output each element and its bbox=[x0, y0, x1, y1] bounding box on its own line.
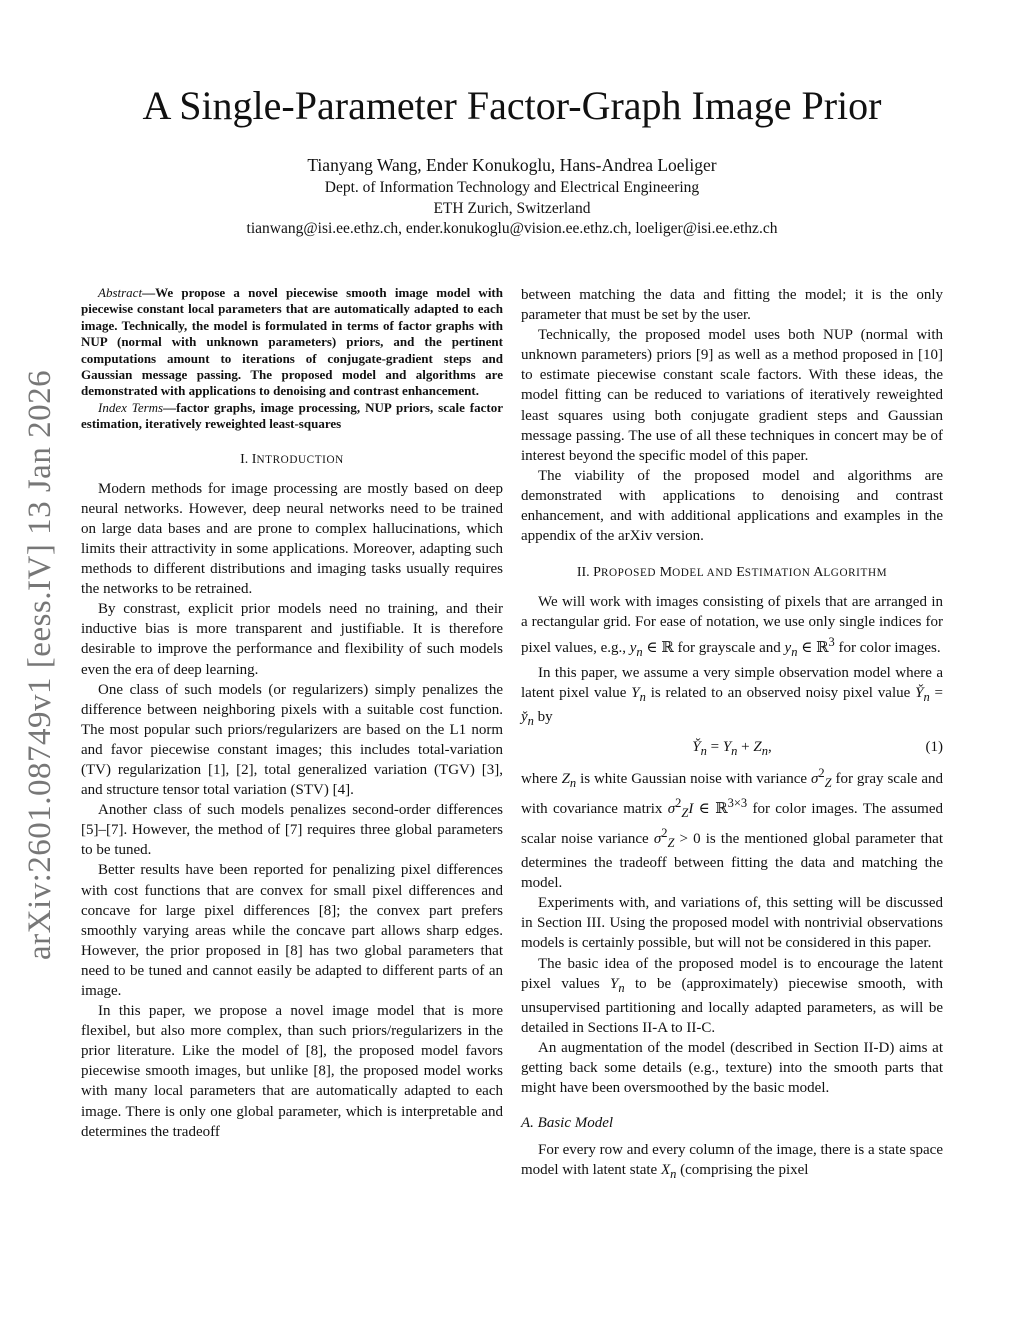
paragraph: By constrast, explicit prior models need no training, and their inductive bias is more transparent and justifiable. It is therefore desirable to improve the performance and flexibility of such models even the era of deep learning. bbox=[81, 601, 503, 678]
arxiv-identifier: arXiv:2601.08749v1 [eess.IV] 13 Jan 2026 bbox=[22, 369, 58, 960]
author-list: Tianyang Wang, Ender Konukoglu, Hans-Andrea Loeliger bbox=[307, 155, 717, 175]
author-emails: tianwang@isi.ee.ethz.ch, ender.konukoglu@vision.ee.ethz.ch, loeliger@isi.ee.ethz.ch bbox=[246, 220, 778, 237]
affiliation-institution: ETH Zurich, Switzerland bbox=[433, 200, 591, 217]
paragraph: Modern methods for image processing are mostly based on deep neural networks. However, deep neural networks need to be trained on large data bases and are prone to complex hallucinations, which limits their attractivity in some applications. Moreover, adapting such methods to different distributions and imaging tasks usually requires the networks to be retrained. bbox=[81, 480, 503, 598]
paragraph: Better results have been reported for penalizing pixel differences with cost functions that are convex for small pixel differences and concave for large pixel differences [8]; the convex part prefers smoothly varying areas while the concave part allows sharp edges. However, the prior proposed in [8] has two global parameters that need to be tuned and cannot easily be adapted to different parts of an image. bbox=[81, 862, 503, 999]
abstract: Abstract—We propose a novel piecewise smooth image model with piecewise constant local parameters that are automatically adapted to each image. Technically, the model is formulated in terms of factor graphs with NUP (normal with unknown parameters) priors, and the pertinent computations amount to iterations of conjugate-gradient steps and Gaussian message passing. The proposed model and algorithms are demonstrated with applications to denoising and contrast enhancement. bbox=[81, 285, 503, 399]
paragraph: where $Z_n$ is white Gaussian noise with variance $\sigma^2_Z$ for gray scale and with covariance matrix $\sigma^2_ZI$ ∈ ℝ$^{3\times 3}$ for color images. The assumed scalar noise variance $\sigma^2_Z > 0$ is the mentioned global parameter that determines the tradeoff between fitting the data and matching the model. bbox=[521, 765, 943, 892]
index-terms: Index Terms—factor graphs, image processing, NUP priors, scale factor estimation, iteratively reweighted least-squares bbox=[81, 399, 503, 432]
paragraph: In this paper, we assume a very simple observation model where a latent pixel value $Y_n$ is related to an observed noisy pixel value $Y̌_n$ = $y̌_n$ by bbox=[521, 664, 944, 728]
paragraph: Another class of such models penalizes second-order differences [5]–[7]. However, the method of [7] requires three global parameters to be tuned. bbox=[81, 802, 503, 859]
paragraph: between matching the data and fitting the model; it is the only parameter that must be set by the user. bbox=[521, 287, 943, 324]
paragraph: One class of such models (or regularizers) simply penalizes the difference between neighboring pixels with a suitable cost function. The most popular such priors/regularizers are based on the L1 norm and favor piecewise constant images; this includes total-variation (TV) regularization [1], [2], total generalized variation (TGV) [3], and structure tensor total variation (STV) [4]. bbox=[81, 681, 503, 799]
affiliation-dept: Dept. of Information Technology and Electrical Engineering bbox=[324, 179, 700, 196]
paragraph: We will work with images consisting of pixels that are arranged in a rectangular grid. For ease of notation, we use only single indices for pixel values, e.g., $y_n$ ∈ ℝ for grayscale and $y_n$ ∈ ℝ$^3$ for color images. bbox=[521, 594, 943, 660]
paper-title: A Single-Parameter Factor-Graph Image Prior bbox=[142, 83, 882, 128]
paragraph: The basic idea of the proposed model is to encourage the latent pixel values $Y_n$ to be (approximately) piecewise smooth, with unsupervised partitioning and locally adapted parameters, as will be detailed in Sections II-A to II-C. bbox=[521, 955, 943, 1036]
subsection-heading-basic-model: A. Basic Model bbox=[521, 1115, 614, 1132]
equation-number: (1) bbox=[925, 738, 943, 755]
paragraph: Technically, the proposed model uses both NUP (normal with unknown parameters) priors [9] as well as a method proposed in [10] to estimate piecewise constant scale factors. With these ideas, the model fitting can be reduced to variations of iteratively reweighted least squares using both conjugate gradient steps and Gaussian message passing. The use of all these techniques in concert may be of interest beyond the specific model of this paper. bbox=[521, 327, 943, 464]
equation-1: $Y̌_n = Y_n + Z_n$, (1) bbox=[692, 738, 943, 758]
section-heading-introduction: I. INTRODUCTION bbox=[240, 451, 344, 467]
paragraph: In this paper, we propose a novel image model that is more flexibel, but also more complex, than such priors/regularizers in the prior literature. Like the model of [8], the proposed model favors piecewise smooth images, but unlike [8], the proposed model works with many local parameters that are automatically adapted to each image. There is only one global parameter, which is interpretable and determines the tradeoff bbox=[81, 1003, 503, 1140]
left-column bbox=[81, 285, 503, 1142]
paragraph: An augmentation of the model (described in Section II-D) aims at getting back some details (e.g., texture) into the smooth parts that might have been oversmoothed by the basic model. bbox=[521, 1039, 943, 1097]
paragraph: The viability of the proposed model and algorithms are demonstrated with applications to denoising and contrast enhancement, and with additional applications and examples in the appendix of the arXiv version. bbox=[521, 467, 943, 545]
paragraph: For every row and every column of the image, there is a state space model with latent state $X_n$ (comprising the pixel bbox=[521, 1142, 943, 1182]
right-column bbox=[521, 285, 943, 1184]
paragraph: Experiments with, and variations of, this setting will be discussed in Section III. Using the proposed model with nontrivial observations models is certainly possible, but will not be considered in this paper. bbox=[521, 895, 943, 952]
section-heading-proposed-model: II. PROPOSED MODEL AND ESTIMATION ALGORITHM bbox=[576, 565, 888, 581]
